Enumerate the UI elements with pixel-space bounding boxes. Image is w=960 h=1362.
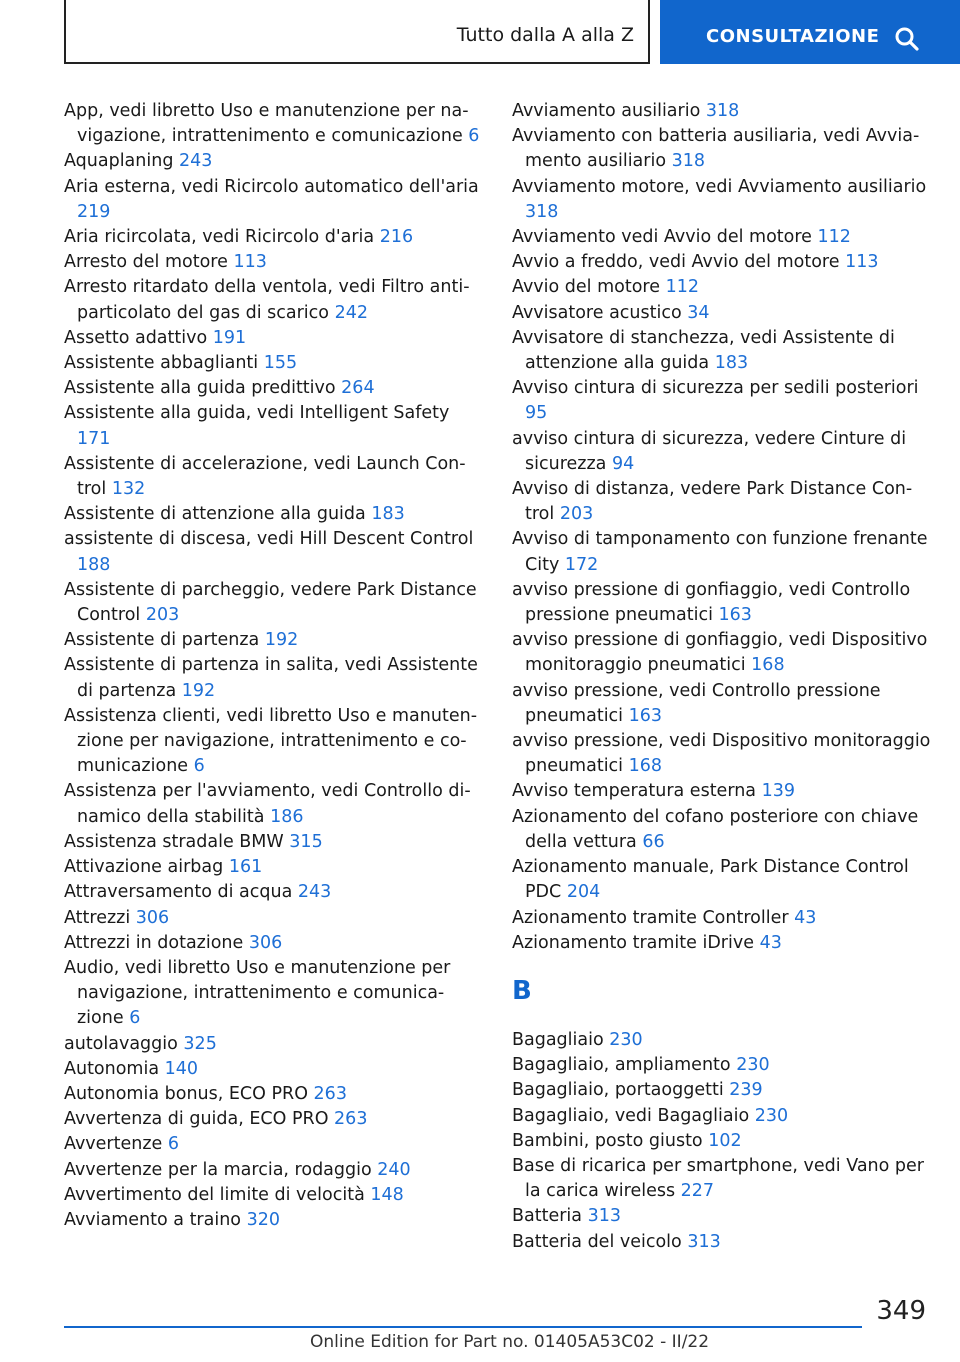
index-page-link[interactable]: 6 xyxy=(193,756,205,777)
index-group-a xyxy=(512,99,932,956)
index-page-link[interactable]: 230 xyxy=(736,1055,770,1076)
index-entry xyxy=(64,376,484,401)
index-entry xyxy=(64,225,484,250)
index-page-link[interactable]: 168 xyxy=(751,655,785,676)
index-entry xyxy=(512,1104,932,1129)
index-page-link[interactable]: 318 xyxy=(705,101,740,121)
index-entry xyxy=(512,376,932,426)
index-entry xyxy=(512,578,932,628)
index-entry xyxy=(512,250,932,275)
index-entry-text: Avviamento vedi Avvio del motore xyxy=(512,227,812,248)
index-entry xyxy=(64,326,484,351)
index-page-link[interactable]: 203 xyxy=(145,605,180,626)
index-page-link[interactable]: 95 xyxy=(525,403,548,424)
index-page-link[interactable]: 188 xyxy=(77,554,111,575)
index-entry xyxy=(64,401,484,451)
index-entry-text: Arresto del motore xyxy=(64,252,228,273)
index-page-link[interactable]: 43 xyxy=(794,907,817,928)
index-entry xyxy=(64,99,484,149)
index-entry-text: Assistenza stradale BMW xyxy=(64,831,284,852)
index-entry xyxy=(64,830,484,855)
index-entry xyxy=(512,1053,932,1078)
index-page-link[interactable]: 140 xyxy=(164,1058,199,1079)
index-entry xyxy=(512,477,932,527)
index-entry-text: Assistente alla guida, vedi Intelligent Safety xyxy=(64,403,450,424)
index-entry xyxy=(64,502,484,527)
index-entry-text: Avviamento a traino xyxy=(64,1209,242,1230)
index-entry xyxy=(512,931,932,956)
index-entry xyxy=(64,1132,484,1157)
index-entry xyxy=(512,1154,932,1204)
index-entry-text: avviso pressione, vedi Controllo pressione pneumatici xyxy=(512,680,881,726)
index-entry xyxy=(64,1032,484,1057)
index-entry-text: Avvio del motore xyxy=(512,277,660,298)
index-entry-text: Batteria xyxy=(512,1206,582,1227)
index-entry xyxy=(64,1057,484,1082)
index-entry-text: Avviso cintura di sicurezza per sedili posteriori xyxy=(512,378,919,399)
index-entry-text: Aquaplaning xyxy=(64,151,174,172)
index-group-b xyxy=(512,1028,932,1255)
index-page-link[interactable]: 203 xyxy=(559,504,594,525)
index-entry-text: Assistente di attenzione alla guida xyxy=(64,504,366,525)
index-page-link[interactable]: 186 xyxy=(270,806,304,827)
index-page-link[interactable]: 94 xyxy=(611,453,635,474)
index-page-link[interactable]: 313 xyxy=(687,1231,721,1252)
index-entry xyxy=(512,729,932,779)
index-page-link[interactable]: 34 xyxy=(687,302,710,323)
section-title: Tutto dalla A alla Z xyxy=(456,24,634,46)
index-entry xyxy=(64,1208,484,1233)
index-page-link[interactable]: 183 xyxy=(714,353,749,374)
index-page-link[interactable]: 168 xyxy=(628,756,663,777)
index-entry-text: Avvertimento del limite di velocità xyxy=(64,1184,365,1205)
index-page-link[interactable]: 155 xyxy=(263,353,298,374)
index-page-link[interactable]: 313 xyxy=(587,1206,621,1227)
index-page-link[interactable]: 318 xyxy=(525,201,559,222)
index-entry-text: Autonomia xyxy=(64,1058,160,1079)
index-page-link[interactable]: 139 xyxy=(761,781,796,802)
index-entry-text: Assistente di accelerazione, vedi Launch Control xyxy=(64,453,466,500)
index-entry-text: Assistente alla guida predittivo xyxy=(64,378,336,399)
index-entry-text: avviso cintura di sicurezza, vedere Cinture di sicurezza xyxy=(512,428,907,474)
index-page-link[interactable]: 192 xyxy=(181,680,216,701)
index-entry xyxy=(64,1107,484,1132)
index-page-link[interactable]: 66 xyxy=(642,831,665,852)
index-entry-text: Attraversamento di acqua xyxy=(64,882,293,903)
index-entry xyxy=(64,578,484,628)
index-page-link[interactable]: 163 xyxy=(718,605,752,626)
index-entry-text: App, vedi libretto Uso e manutenzione per navigazione, intrattenimento e comunicazione xyxy=(64,101,469,147)
index-page-link[interactable]: 240 xyxy=(377,1159,411,1180)
index-entry-text: Arresto ritardato della ventola, vedi Filtro antiparticolato del gas di scarico xyxy=(64,277,470,323)
index-entry xyxy=(512,99,932,124)
index-entry xyxy=(512,855,932,905)
index-column-left xyxy=(64,99,484,1233)
index-entry-text: Avviamento motore, vedi Avviamento ausiliario xyxy=(512,176,927,197)
index-entry-text: assistente di discesa, vedi Hill Descent Control xyxy=(64,529,474,550)
index-entry-text: Assistente di partenza in salita, vedi Assistente di partenza xyxy=(64,655,478,701)
index-entry-text: Assistente di partenza xyxy=(64,630,260,651)
index-page-link[interactable]: 320 xyxy=(246,1209,280,1230)
index-entry-text: Avviso temperatura esterna xyxy=(512,781,757,802)
index-entry xyxy=(512,805,932,855)
index-entry-text: Autonomia bonus, ECO PRO xyxy=(64,1083,308,1104)
index-entry xyxy=(512,427,932,477)
index-page-link[interactable]: 6 xyxy=(129,1008,141,1029)
index-entry xyxy=(64,1183,484,1208)
footer-divider xyxy=(64,1326,862,1328)
index-page-link[interactable]: 163 xyxy=(628,705,663,726)
index-entry-text: Avviamento ausiliario xyxy=(512,101,701,121)
index-page-link[interactable]: 102 xyxy=(708,1130,742,1151)
index-entry xyxy=(64,351,484,376)
index-page-link[interactable]: 227 xyxy=(680,1181,715,1202)
consultazione-label: CONSULTAZIONE xyxy=(706,26,880,47)
index-entry-text: Aria ricircolata, vedi Ricircolo d'aria xyxy=(64,227,375,248)
index-entry-text: Avviso di distanza, vedere Park Distance Control xyxy=(512,479,913,525)
index-entry xyxy=(512,906,932,931)
index-entry-text: Batteria del veicolo xyxy=(512,1231,682,1252)
index-page-link[interactable]: 263 xyxy=(313,1083,347,1104)
index-entry-text: Azionamento tramite Controller xyxy=(512,907,789,928)
index-entry-text: Avvio a freddo, vedi Avvio del motore xyxy=(512,252,840,273)
index-entry-text: Avvertenza di guida, ECO PRO xyxy=(64,1109,329,1130)
index-entry xyxy=(512,175,932,225)
index-entry xyxy=(512,628,932,678)
index-entry xyxy=(512,779,932,804)
index-page-link[interactable]: 325 xyxy=(183,1033,217,1054)
index-entry xyxy=(64,855,484,880)
index-column-right xyxy=(512,99,932,1255)
index-entry-text: Bagagliaio, vedi Bagagliaio xyxy=(512,1105,750,1126)
index-entry-text: Bagagliaio, ampliamento xyxy=(512,1055,731,1076)
index-entry xyxy=(512,1204,932,1229)
index-entry xyxy=(64,149,484,174)
index-entry xyxy=(512,326,932,376)
index-page-link[interactable]: 243 xyxy=(297,882,332,903)
index-entry-text: Assetto adattivo xyxy=(64,327,208,348)
index-entry xyxy=(512,1078,932,1103)
index-entry-text: Avvertenze xyxy=(64,1134,163,1155)
index-entry-text: Azionamento manuale, Park Distance Control PDC xyxy=(512,857,909,903)
index-entry xyxy=(512,1129,932,1154)
index-page-link[interactable]: 112 xyxy=(665,277,699,298)
index-page-link[interactable]: 230 xyxy=(609,1029,643,1050)
index-entry-text: Assistenza per l'avviamento, vedi Controllo dinamico della stabilità xyxy=(64,781,471,827)
index-entry-text: Avvisatore acustico xyxy=(512,302,682,323)
index-entry xyxy=(512,1230,932,1255)
index-entry xyxy=(64,779,484,829)
index-page-link[interactable]: 112 xyxy=(817,227,851,248)
index-page-link[interactable]: 263 xyxy=(334,1109,368,1130)
index-entry-text: Attrezzi in dotazione xyxy=(64,932,244,953)
index-entry xyxy=(512,124,932,174)
index-entry-text: Attrezzi xyxy=(64,907,131,928)
index-entry xyxy=(512,275,932,300)
index-entry-text: Assistenza clienti, vedi libretto Uso e manutenzione per navigazione, intrattenimento e comunicazione xyxy=(64,705,478,777)
index-page-link[interactable]: 243 xyxy=(179,151,213,172)
index-entry xyxy=(512,225,932,250)
index-entry-text: Base di ricarica per smartphone, vedi Vano per la carica wireless xyxy=(512,1155,924,1202)
index-entry-text: Bagagliaio xyxy=(512,1029,604,1050)
index-entry-text: Bambini, posto giusto xyxy=(512,1130,703,1151)
index-page-link[interactable]: 306 xyxy=(248,932,283,953)
consultazione-tab[interactable] xyxy=(660,0,960,64)
index-page-link[interactable]: 315 xyxy=(289,831,323,852)
index-page-link[interactable]: 216 xyxy=(379,227,414,248)
index-page-link[interactable]: 6 xyxy=(167,1134,180,1155)
index-entry xyxy=(64,880,484,905)
index-page-link[interactable]: 230 xyxy=(754,1105,789,1126)
index-entry-text: avviso pressione, vedi Dispositivo monitoraggio pneumatici xyxy=(512,731,931,777)
index-page-link[interactable]: 43 xyxy=(759,932,782,953)
index-entry xyxy=(64,1082,484,1107)
section-letter: B xyxy=(512,975,532,1006)
index-entry xyxy=(64,906,484,931)
index-entry-text: avviso pressione di gonfiaggio, vedi Controllo pressione pneumatici xyxy=(512,579,911,626)
index-entry xyxy=(64,175,484,225)
index-entry xyxy=(512,301,932,326)
index-entry-text: Azionamento tramite iDrive xyxy=(512,932,754,953)
section-tab xyxy=(64,0,650,64)
index-entry-text: Azionamento del cofano posteriore con chiave della vettura xyxy=(512,806,919,852)
index-entry xyxy=(512,527,932,577)
index-entry-text: Avviso di tamponamento con funzione frenante City xyxy=(512,529,928,575)
page-header xyxy=(0,0,960,66)
index-page-link[interactable]: 192 xyxy=(264,630,299,651)
index-entry xyxy=(64,704,484,780)
index-page-link[interactable]: 161 xyxy=(228,857,263,878)
index-entry-text: Aria esterna, vedi Ricircolo automatico dell'aria xyxy=(64,176,479,197)
index-entry xyxy=(64,628,484,653)
index-page-link[interactable]: 172 xyxy=(564,554,599,575)
search-icon[interactable] xyxy=(894,26,920,52)
page-number: 349 xyxy=(876,1296,926,1326)
index-page-link[interactable]: 318 xyxy=(671,151,706,172)
index-page-link[interactable]: 264 xyxy=(341,378,375,399)
edition-footer: Online Edition for Part no. 01405A53C02 - II/22 xyxy=(310,1332,710,1352)
index-entry-text: Avvertenze per la marcia, rodaggio xyxy=(64,1159,372,1180)
index-page-link[interactable]: 171 xyxy=(77,428,111,449)
index-page-link[interactable]: 6 xyxy=(468,126,480,147)
index-page-link[interactable]: 204 xyxy=(566,882,601,903)
index-page-link[interactable]: 239 xyxy=(729,1080,763,1101)
index-entry-text: Assistente abbaglianti xyxy=(64,353,259,374)
index-entry-text: Audio, vedi libretto Uso e manutenzione per navigazione, intrattenimento e comunicazione xyxy=(64,957,451,1029)
index-page-link[interactable]: 132 xyxy=(111,479,146,500)
index-entry-text: Assistente di parcheggio, vedere Park Distance Control xyxy=(64,579,477,626)
index-entry xyxy=(64,1158,484,1183)
index-page-link[interactable]: 306 xyxy=(135,907,170,928)
index-page-link[interactable]: 219 xyxy=(77,201,111,222)
index-entry-text: Avviamento con batteria ausiliaria, vedi Avviamento ausiliario xyxy=(512,126,920,172)
index-entry xyxy=(64,452,484,502)
index-entry-text: Avvisatore di stanchezza, vedi Assistente di attenzione alla guida xyxy=(512,327,895,374)
index-entry-text: Bagagliaio, portaoggetti xyxy=(512,1080,724,1101)
index-entry xyxy=(64,275,484,325)
index-page-link[interactable]: 183 xyxy=(371,504,405,525)
index-page-link[interactable]: 113 xyxy=(845,252,879,273)
index-page-link[interactable]: 148 xyxy=(370,1184,404,1205)
index-entry xyxy=(512,1028,932,1053)
index-page-link[interactable]: 113 xyxy=(233,252,267,273)
index-entry xyxy=(64,956,484,1032)
index-entry xyxy=(64,527,484,577)
index-entry xyxy=(512,679,932,729)
index-entry-text: avviso pressione di gonfiaggio, vedi Dispositivo monitoraggio pneumatici xyxy=(512,630,928,676)
index-page-link[interactable]: 191 xyxy=(212,327,247,348)
index-entry-text: Attivazione airbag xyxy=(64,857,224,878)
index-page-link[interactable]: 242 xyxy=(334,302,368,323)
index-entry xyxy=(64,931,484,956)
index-entry-text: autolavaggio xyxy=(64,1033,178,1054)
index-entry xyxy=(64,653,484,703)
index-entry xyxy=(64,250,484,275)
